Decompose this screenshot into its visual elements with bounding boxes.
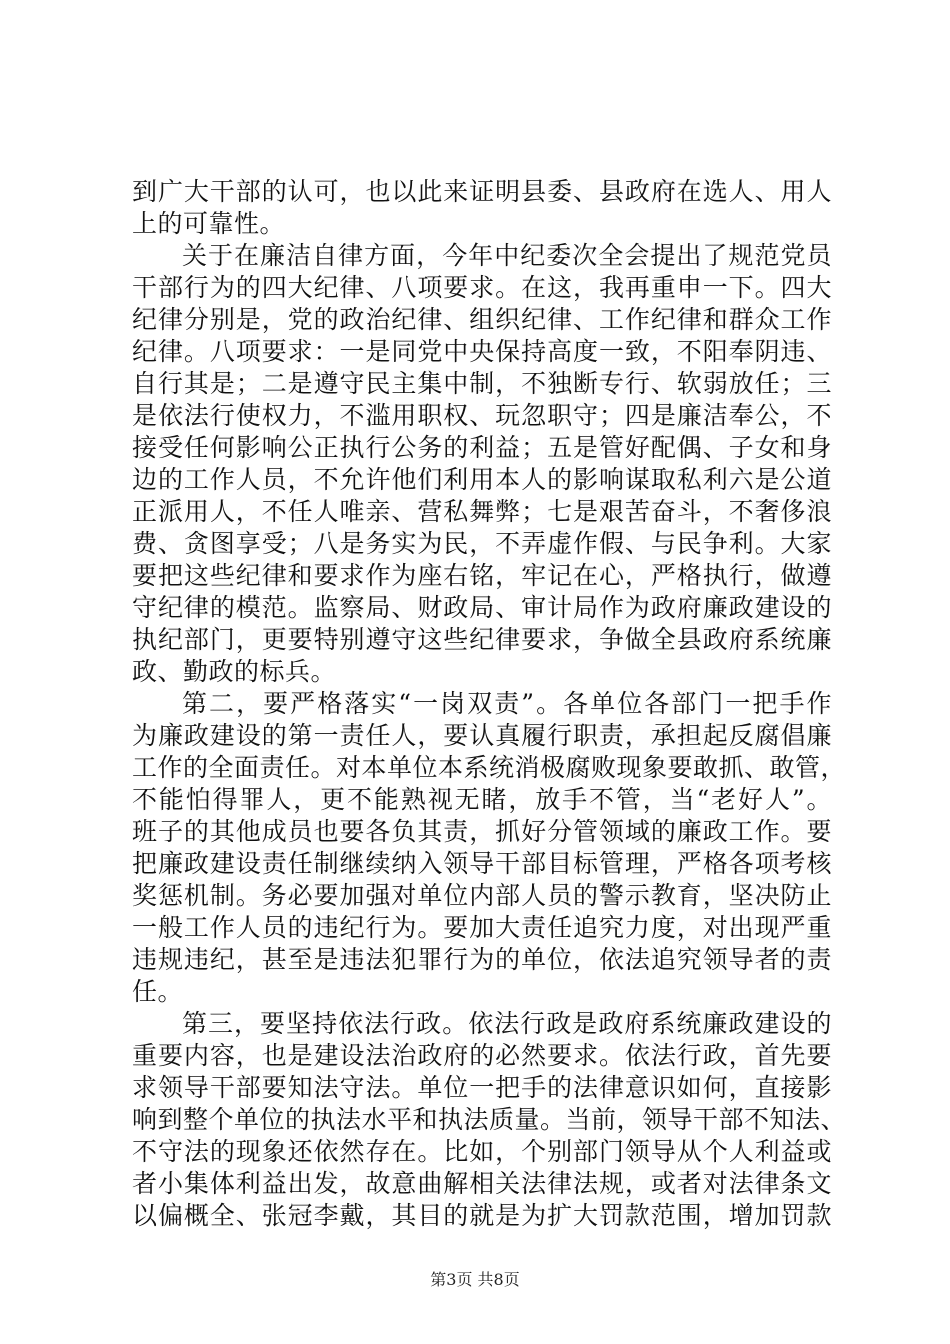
- text-line: 是依法行使权力，不滥用职权、玩忽职守；四是廉洁奉公，不: [132, 401, 832, 430]
- text-line: 执纪部门，更要特别遵守这些纪律要求，争做全县政府系统廉: [132, 625, 832, 654]
- text-line: 第二，要严格落实“一岗双责”。各单位各部门一把手作: [182, 689, 832, 718]
- page-number-label: 第3页 共8页: [430, 1270, 520, 1289]
- document-body: [132, 176, 847, 1232]
- text-line: 到广大干部的认可，也以此来证明县委、县政府在选人、用人: [132, 177, 832, 206]
- text-line: 以偏概全、张冠李戴，其目的就是为扩大罚款范围，增加罚款: [132, 1201, 832, 1230]
- text-line: 工作的全面责任。对本单位本系统消极腐败现象要敢抓、敢管，: [132, 753, 847, 782]
- text-line: 纪律分别是，党的政治纪律、组织纪律、工作纪律和群众工作: [132, 305, 832, 334]
- text-line: 响到整个单位的执法水平和执法质量。当前，领导干部不知法、: [132, 1105, 847, 1134]
- text-line: 任。: [132, 977, 184, 1006]
- text-line: 奖惩机制。务必要加强对单位内部人员的警示教育，坚决防止: [132, 881, 832, 910]
- text-line: 求领导干部要知法守法。单位一把手的法律意识如何，直接影: [132, 1073, 832, 1102]
- text-line: 关于在廉洁自律方面，今年中纪委次全会提出了规范党员: [182, 241, 832, 270]
- paragraph: [132, 688, 847, 1008]
- text-line: 违规违纪，甚至是违法犯罪行为的单位，依法追究领导者的责: [132, 945, 832, 974]
- text-line: 上的可靠性。: [132, 209, 286, 238]
- page-footer: [0, 1270, 950, 1290]
- text-line: 一般工作人员的违纪行为。要加大责任追究力度，对出现严重: [132, 913, 832, 942]
- paragraph: [132, 240, 832, 688]
- text-line: 者小集体利益出发，故意曲解相关法律法规，或者对法律条文: [132, 1169, 832, 1198]
- paragraph: [132, 1008, 847, 1232]
- text-line: 重要内容，也是建设法治政府的必然要求。依法行政，首先要: [132, 1041, 832, 1070]
- text-line: 把廉政建设责任制继续纳入领导干部目标管理，严格各项考核: [132, 849, 832, 878]
- text-line: 班子的其他成员也要各负其责，抓好分管领域的廉政工作。要: [132, 817, 832, 846]
- text-line: 纪律。八项要求：一是同党中央保持高度一致，不阳奉阴违、: [132, 337, 832, 366]
- text-line: 不能怕得罪人，更不能熟视无睹，放手不管，当“老好人”。: [132, 785, 832, 814]
- text-line: 不守法的现象还依然存在。比如，个别部门领导从个人利益或: [132, 1137, 832, 1166]
- text-line: 干部行为的四大纪律、八项要求。在这，我再重申一下。四大: [132, 273, 832, 302]
- text-line: 边的工作人员，不允许他们利用本人的影响谋取私利六是公道: [132, 465, 832, 494]
- paragraph: [132, 176, 832, 240]
- text-line: 接受任何影响公正执行公务的利益；五是管好配偶、子女和身: [132, 433, 832, 462]
- text-line: 要把这些纪律和要求作为座右铭，牢记在心，严格执行，做遵: [132, 561, 832, 590]
- text-line: 正派用人，不任人唯亲、营私舞弊；七是艰苦奋斗，不奢侈浪: [132, 497, 832, 526]
- text-line: 费、贪图享受；八是务实为民，不弄虚作假、与民争利。大家: [132, 529, 832, 558]
- text-line: 第三，要坚持依法行政。依法行政是政府系统廉政建设的: [182, 1009, 832, 1038]
- text-line: 为廉政建设的第一责任人，要认真履行职责，承担起反腐倡廉: [132, 721, 832, 750]
- text-line: 政、勤政的标兵。: [132, 657, 337, 686]
- text-line: 自行其是；二是遵守民主集中制，不独断专行、软弱放任；三: [132, 369, 832, 398]
- text-line: 守纪律的模范。监察局、财政局、审计局作为政府廉政建设的: [132, 593, 832, 622]
